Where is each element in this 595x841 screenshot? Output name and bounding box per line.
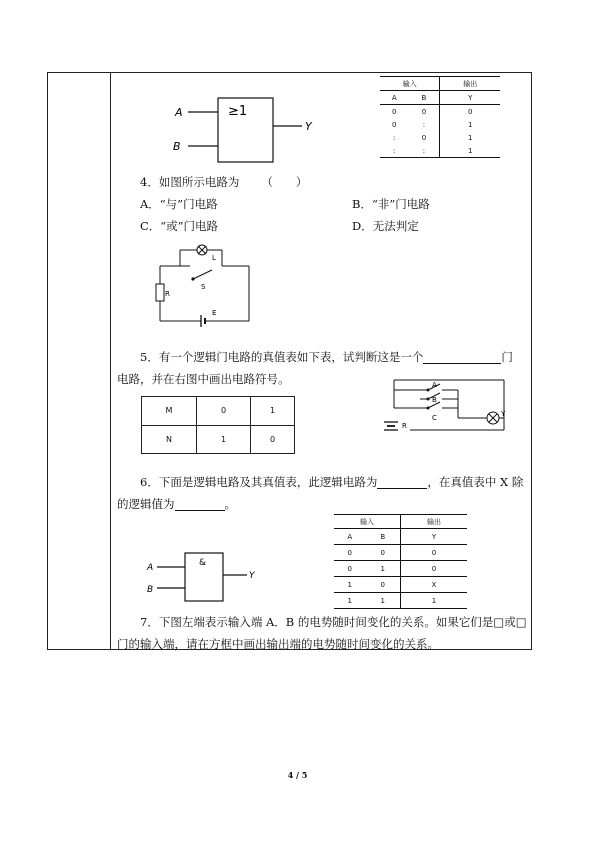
table-cell: 1 (366, 561, 401, 577)
table-cell: M (142, 397, 197, 426)
page-number: 4 / 5 (287, 770, 308, 780)
or-gate-diagram (170, 95, 320, 167)
table-cell: 0 (366, 545, 401, 561)
input-b-label: B (147, 585, 154, 595)
table-cell: 0 (431, 564, 437, 573)
q4-option-c: C．“或”门电路 (140, 219, 219, 233)
q4-stem: 4．如图所示电路为 （ ） (140, 175, 308, 189)
resistor-label: R (165, 290, 170, 298)
table-cell: 1 (468, 133, 473, 142)
table-header: 输出 (426, 517, 441, 526)
resistor-icon (156, 284, 164, 301)
truth-table-q6 (334, 514, 467, 609)
q7-line1: 7．下图左端表示输入端 A．B 的电势随时间变化的关系。如果它们是□或□ (140, 615, 527, 629)
truth-table-q3 (380, 76, 500, 158)
table-cell: 1 (431, 596, 437, 605)
q5-circuit-diagram (380, 374, 510, 438)
q5-line1: 5．有一个逻辑门电路的真值表如下表，试判断这是一个 门 (140, 350, 513, 364)
input-a-label: A (147, 563, 154, 573)
table-cell: 0 (197, 397, 251, 426)
table-cell: : (393, 146, 396, 155)
table-cell: Y (431, 532, 437, 541)
table-cell: 1 (366, 593, 401, 609)
table-cell: : (408, 118, 440, 131)
output-y-label: Y (305, 120, 312, 133)
table-cell: 0 (347, 564, 352, 573)
q4-option-b: B．“非”门电路 (352, 197, 430, 211)
or-gate-symbol: ≥1 (228, 104, 248, 119)
q4-circuit-diagram (150, 238, 260, 330)
table-cell: 0 (408, 105, 440, 119)
lamp-label: Y (501, 410, 506, 418)
table-cell: N (142, 425, 197, 454)
q7-line2: 门的输入端，请在方框中画出输出端的电势随时间变化的关系。 (117, 637, 439, 651)
table-cell: 0 (391, 120, 397, 129)
table-header: 输入 (334, 515, 400, 529)
table-cell: 0 (468, 107, 473, 116)
table-cell: : (393, 133, 396, 142)
table-cell: : (408, 144, 440, 158)
table-cell: B (366, 529, 401, 545)
lamp-label: L (212, 254, 216, 262)
resistor-label: R (402, 422, 407, 430)
table-cell: 1 (347, 580, 352, 589)
truth-table-q5 (141, 396, 295, 454)
table-header: 输入 (380, 77, 440, 91)
column-divider (110, 73, 111, 649)
q6-line2: 的逻辑值为 。 (117, 497, 236, 511)
table-cell: 0 (391, 107, 397, 116)
q4-option-a: A．“与”门电路 (140, 197, 218, 211)
input-a-label: A (175, 106, 183, 119)
table-cell: X (431, 580, 437, 589)
q5-line2: 电路，并在右图中画出电路符号。 (117, 372, 290, 386)
table-cell: 0 (431, 548, 437, 557)
output-y-label: Y (249, 571, 255, 581)
table-cell: 1 (347, 596, 352, 605)
and-gate-symbol: & (199, 558, 207, 568)
table-cell: 0 (347, 548, 352, 557)
switch-label: S (201, 283, 206, 291)
q4-option-d: D．无法判定 (352, 219, 419, 233)
table-cell: B (408, 91, 440, 105)
table-cell: A (347, 532, 353, 541)
q6-line1: 6．下面是逻辑电路及其真值表，此逻辑电路为 ，在真值表中 X 除 (140, 475, 524, 489)
table-cell: 0 (251, 425, 295, 454)
and-gate-diagram (145, 550, 265, 606)
table-cell: 1 (468, 146, 473, 155)
switch-b-label: B (432, 396, 437, 404)
table-cell: 0 (366, 577, 401, 593)
table-cell: Y (468, 93, 473, 102)
table-cell: 1 (468, 120, 473, 129)
table-cell: 1 (197, 425, 251, 454)
table-cell: A (391, 93, 397, 102)
switch-a-label: A (432, 381, 437, 389)
table-cell: 1 (251, 397, 295, 426)
battery-label: E (212, 309, 217, 317)
table-header: 输出 (463, 79, 478, 88)
input-b-label: B (173, 140, 181, 153)
table-cell: 0 (408, 131, 440, 144)
switch-c-label: C (432, 414, 437, 422)
switch-icon (193, 270, 212, 279)
